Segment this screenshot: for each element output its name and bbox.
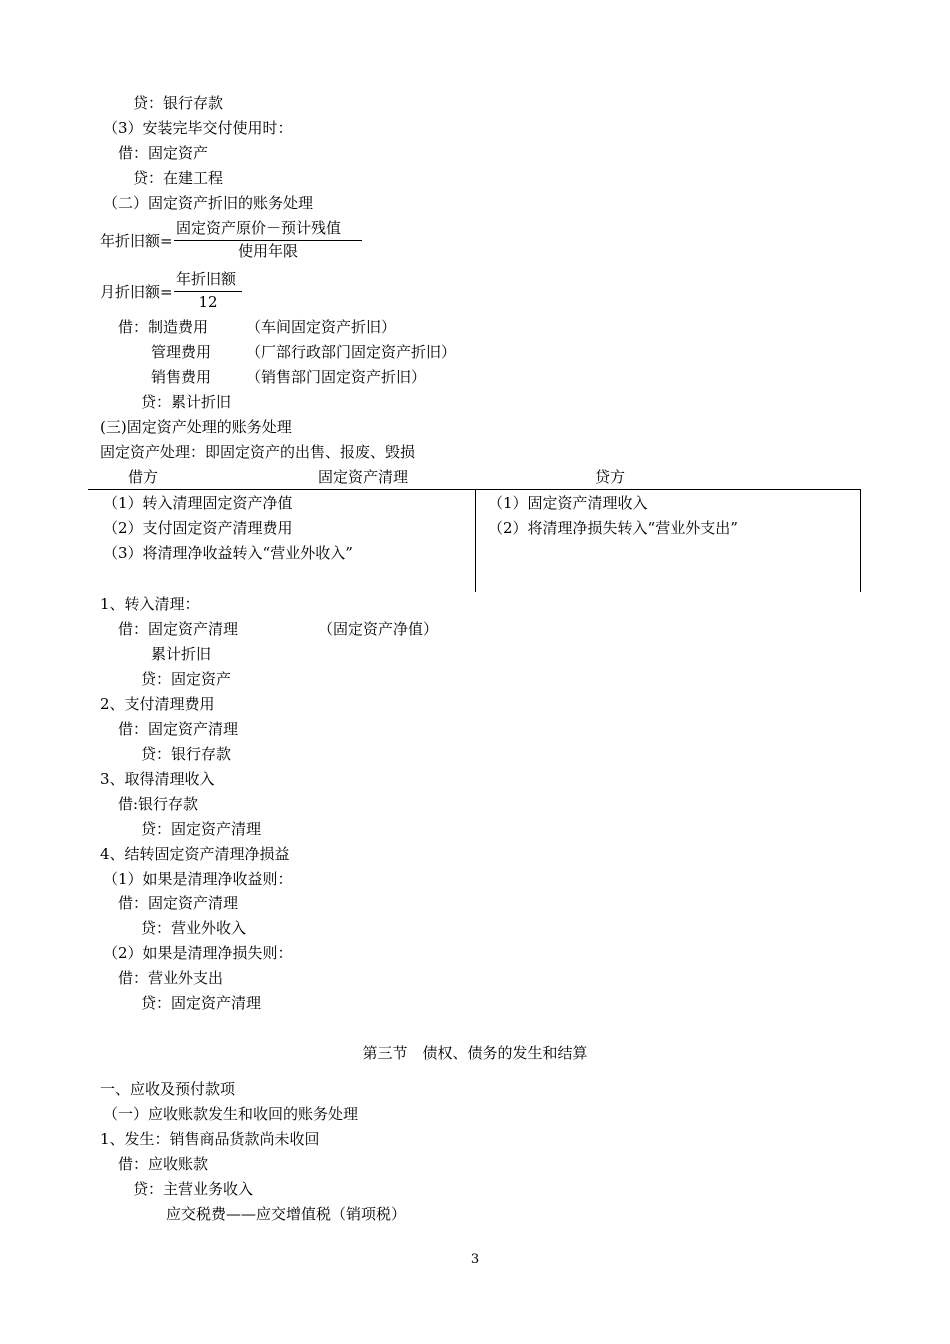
t-account-divider [475, 489, 476, 592]
step-entry: 借：固定资产清理 [118, 620, 239, 638]
section-title: 第三节 债权、债务的发生和结算 [362, 1044, 588, 1062]
formula-annual-denominator: 使用年限 [237, 242, 298, 260]
dep-note-admin: （厂部行政部门固定资产折旧） [246, 343, 457, 361]
formula-monthly-label: 月折旧额= [100, 283, 173, 301]
t-debit-item: （1）转入清理固定资产净值 [103, 494, 293, 512]
step-entry: 贷：银行存款 [141, 745, 232, 763]
entry-debit-fixed-assets: 借：固定资产 [118, 144, 209, 162]
step-subheading: （2）如果是清理净损失则： [103, 944, 293, 962]
formula-monthly-denominator: 12 [198, 293, 218, 311]
step-entry: 贷：固定资产清理 [141, 994, 262, 1012]
t-credit-item: （2）将清理净损失转入“营业外支出” [488, 519, 738, 537]
entry-credit-bank-deposit: 贷：银行存款 [133, 94, 224, 112]
step-heading: 4、结转固定资产清理净损益 [100, 845, 290, 863]
dep-note-workshop: （车间固定资产折旧） [246, 318, 397, 336]
step-entry: 累计折旧 [151, 645, 212, 663]
step-heading: 3、取得清理收入 [100, 770, 215, 788]
receivables-subheading: （一）应收账款发生和收回的账务处理 [103, 1105, 359, 1123]
heading-depreciation: （二）固定资产折旧的账务处理 [103, 194, 314, 212]
step-entry: 借：固定资产清理 [118, 894, 239, 912]
heading-disposal: (三)固定资产处理的账务处理 [100, 418, 292, 436]
step-heading: 1、转入清理： [100, 595, 200, 613]
page-number: 3 [470, 1252, 480, 1267]
formula-annual-numerator: 固定资产原价－预计残值 [176, 219, 342, 237]
step-install-complete: （3）安装完毕交付使用时： [103, 119, 293, 137]
t-account-right-edge [860, 489, 861, 592]
receivables-entry: 应交税费——应交增值税（销项税） [166, 1205, 407, 1223]
t-account-title: 固定资产清理 [318, 468, 409, 486]
step-entry: 贷：固定资产 [141, 670, 232, 688]
dep-account-sales: 销售费用 [151, 368, 212, 386]
step-entry: 借：营业外支出 [118, 969, 224, 987]
step-entry: 借:银行存款 [118, 795, 199, 813]
step-subheading: （1）如果是清理净收益则： [103, 870, 293, 888]
t-credit-item: （1）固定资产清理收入 [488, 494, 648, 512]
receivables-entry: 借：应收账款 [118, 1155, 209, 1173]
dep-account-manufacturing: 借：制造费用 [118, 318, 209, 336]
t-account-credit-label: 贷方 [595, 468, 626, 486]
formula-monthly-numerator: 年折旧额 [176, 270, 237, 288]
step-entry: 贷：营业外收入 [141, 919, 247, 937]
t-debit-item: （2）支付固定资产清理费用 [103, 519, 293, 537]
dep-account-admin: 管理费用 [151, 343, 212, 361]
disposal-definition: 固定资产处理：即固定资产的出售、报废、毁损 [100, 443, 416, 461]
t-debit-item: （3）将清理净收益转入“营业外收入” [103, 544, 353, 562]
receivables-heading: 一、应收及预付款项 [100, 1080, 236, 1098]
step-entry: 贷：固定资产清理 [141, 820, 262, 838]
formula-annual-fraction [174, 218, 364, 264]
step-entry: 借：固定资产清理 [118, 720, 239, 738]
step-note: （固定资产净值） [318, 620, 439, 638]
dep-credit-accumulated: 贷：累计折旧 [141, 393, 232, 411]
receivables-entry: 贷：主营业务收入 [133, 1180, 254, 1198]
t-account-debit-label: 借方 [128, 468, 159, 486]
dep-note-sales: （销售部门固定资产折旧） [246, 368, 427, 386]
entry-credit-construction: 贷：在建工程 [133, 169, 224, 187]
step-heading: 2、支付清理费用 [100, 695, 215, 713]
receivables-step: 1、发生：销售商品货款尚未收回 [100, 1130, 320, 1148]
formula-monthly-fraction [174, 269, 246, 315]
formula-annual-label: 年折旧额= [100, 232, 173, 250]
